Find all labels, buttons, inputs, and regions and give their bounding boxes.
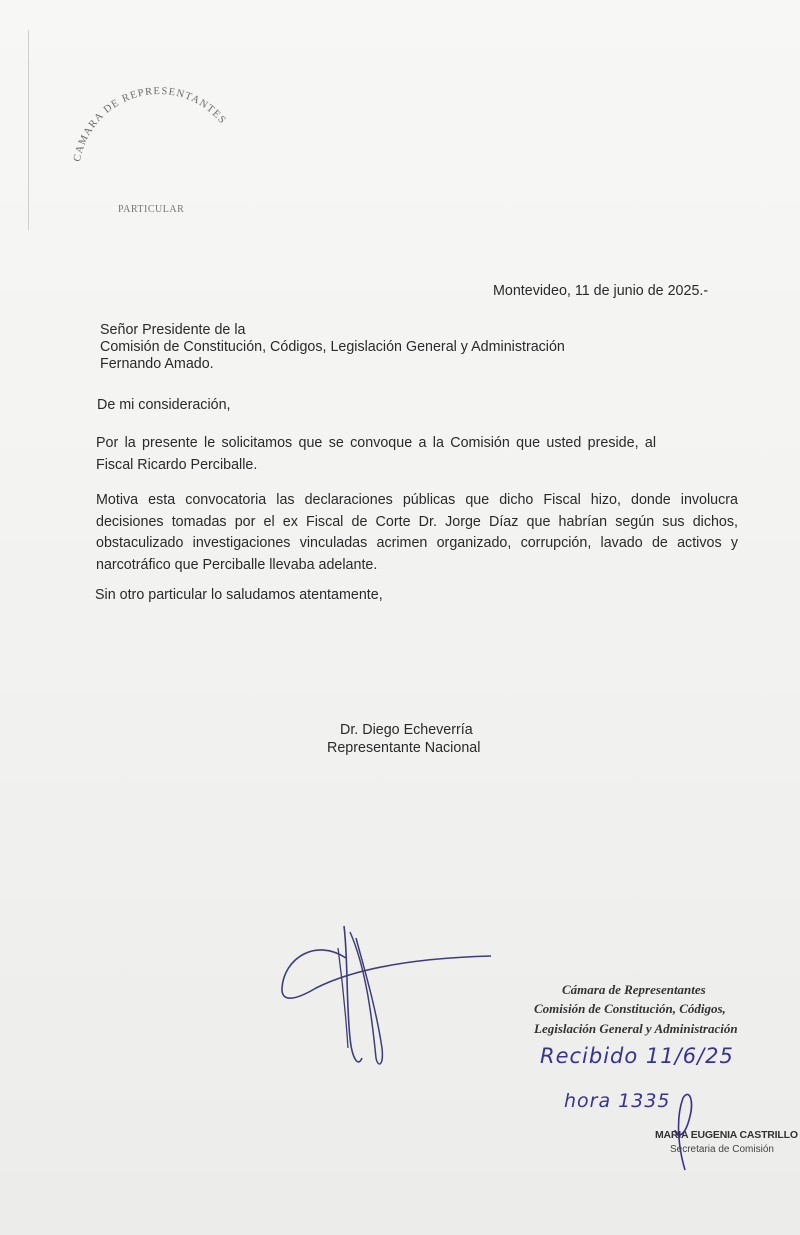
stamp-line-1: Cámara de Representantes	[562, 982, 706, 997]
letterhead-particular: PARTICULAR	[118, 204, 185, 215]
handwritten-received: Recibido 11/6/25	[540, 1044, 734, 1068]
official-title: Secretaria de Comisión	[670, 1144, 774, 1155]
recipient-line-3: Fernando Amado.	[100, 356, 214, 372]
recipient-line-1: Señor Presidente de la	[100, 322, 246, 338]
signer-name: Dr. Diego Echeverría	[340, 722, 473, 738]
salutation: De mi consideración,	[97, 397, 231, 413]
paragraph-request: Por la presente le solicitamos que se convoque a la Comisión que usted preside, al Fiscal Ricardo Perciballe.	[96, 435, 656, 473]
stamp-line-2: Comisión de Constitución, Códigos,	[534, 1001, 726, 1016]
paragraph-motive: Motiva esta convocatoria las declaraciones públicas que dicho Fiscal hizo, donde involucra decisiones tomadas por el ex Fiscal de Corte Dr. Jorge Díaz que habrían según sus dichos, obstaculizado investigaciones vinculadas acrimen organizado, corrupción, lavado de activos y narcotráfico que Perciballe llevaba adelante.	[96, 492, 738, 573]
closing-line: Sin otro particular lo saludamos atentamente,	[95, 587, 383, 603]
signer-title: Representante Nacional	[327, 740, 481, 756]
handwritten-signature	[276, 918, 506, 1068]
handwritten-time: hora 1335	[564, 1090, 671, 1112]
page-edge-line	[28, 30, 29, 230]
recipient-line-2: Comisión de Constitución, Códigos, Legislación General y Administración	[100, 339, 565, 355]
seal-text: CAMARA DE REPRESENTANTES	[72, 85, 229, 163]
date-line: Montevideo, 11 de junio de 2025.-	[493, 283, 709, 299]
svg-text:CAMARA DE REPRESENTANTES	[72, 86, 228, 163]
official-name: MARIA EUGENIA CASTRILLO	[655, 1129, 798, 1141]
stamp-line-3: Legislación General y Administración	[534, 1021, 738, 1036]
chamber-seal	[66, 80, 256, 180]
